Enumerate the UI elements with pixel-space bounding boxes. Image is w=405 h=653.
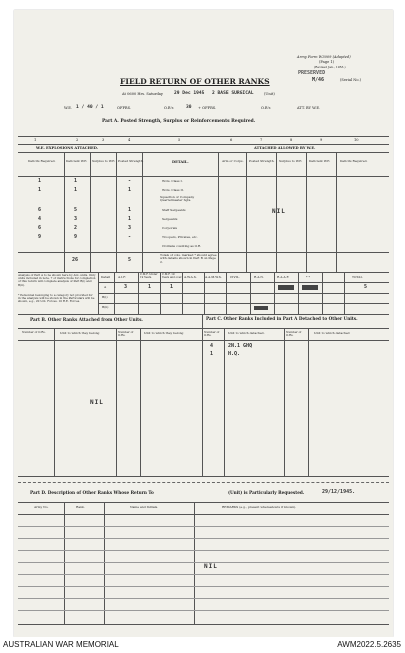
serial-number: M/46: [312, 77, 325, 83]
redaction-mark: [278, 285, 294, 290]
unit-stamp: PRESERVED: [298, 70, 326, 76]
rule: [18, 314, 389, 315]
offrs-label: OFFRS.: [117, 106, 132, 110]
rule: [18, 586, 389, 587]
left-header-3: Surplus to W.E.: [92, 159, 116, 163]
total-posted: 5: [128, 257, 132, 263]
analysis-header-awas: A.W.A.S.: [184, 275, 197, 279]
serial-label: (Serial No.): [340, 78, 362, 82]
part-d-title: Part D. Description of Other Ranks Whose Return To: [30, 490, 154, 495]
left-header-1: Deficits Required.: [28, 159, 56, 163]
part-c-number: 1: [210, 351, 214, 357]
row-posted: 1: [128, 216, 132, 222]
rule: [18, 476, 389, 477]
rule: [18, 598, 389, 599]
part-c-number: 4: [210, 343, 214, 349]
rule: [306, 152, 307, 272]
part-d-header-remarks: REMARKS (e.g., present whereabouts if known).: [222, 505, 297, 509]
col-number-7: 7: [260, 138, 263, 142]
detail-header: DETAIL.: [172, 160, 189, 164]
rule: [140, 328, 141, 476]
analysis-row-label: A: [104, 285, 107, 289]
row-deficits: 6: [38, 207, 42, 213]
rule: [98, 282, 389, 283]
part-c-unit: 2N.1 GHQ: [228, 343, 253, 349]
row-detail: Troopers, Privates, etc.: [162, 235, 198, 239]
part-d-header-rank: Rank.: [76, 505, 85, 509]
rule: [284, 328, 285, 476]
analysis-value-cmf-under: 1: [148, 284, 152, 290]
col-number-9: 9: [320, 138, 323, 142]
rule: [18, 152, 389, 153]
part-a-title: Part A. Posted Strength, Surplus or Reinforcements Required.: [102, 119, 256, 124]
unit-label: (Unit): [264, 92, 275, 96]
rule: [98, 303, 389, 304]
rule: [336, 152, 337, 272]
rule: [18, 624, 389, 625]
rule: [116, 152, 117, 272]
rule: [308, 328, 309, 476]
row-posted: -: [128, 234, 132, 240]
rule: [116, 328, 117, 476]
rule: [18, 526, 389, 527]
col-number-1: 1: [34, 138, 37, 142]
analysis-row-label: B(i): [102, 295, 108, 299]
we-values: 1 / 40 / 1: [76, 105, 104, 110]
attached-label: ATT. BY W.E.: [297, 106, 321, 110]
revision-note: (Revised Jan., 1953.): [314, 65, 346, 69]
part-b-nil: NIL: [90, 399, 104, 406]
rule: [18, 328, 389, 329]
row-detail: W.Os. Class II.: [162, 188, 184, 192]
rule: [18, 562, 389, 563]
form-title: FIELD RETURN OF OTHER RANKS: [120, 77, 270, 86]
rule: [18, 340, 389, 341]
ors-label: O.R's: [164, 106, 174, 110]
row-deficient: 5: [74, 207, 78, 213]
analysis-note: Analysis of Part A to be shown here by ALL units. Only units included in note. 7 of instructions for completion of this return will complete analysis of Part B(i) and B(ii).: [18, 273, 96, 287]
analysis-header-total: TOTAL: [352, 275, 363, 279]
part-d-date: 29/12/1945.: [322, 489, 356, 495]
part-d-header-army-no: Army No.: [34, 505, 49, 509]
row-deficient: 3: [74, 216, 78, 222]
part-c-header-2: Unit to which detached.: [228, 331, 265, 335]
left-header-2: Deficient W.E.: [66, 159, 88, 163]
row-deficits: 4: [38, 216, 42, 222]
redaction-mark: [254, 306, 268, 310]
col-number-5: 5: [178, 138, 181, 142]
part-b-header-4: Unit to which they belong: [144, 331, 184, 335]
page-reference: (Page 1): [319, 60, 335, 64]
rule: [18, 144, 389, 145]
analysis-value-cmf-over: 1: [170, 284, 174, 290]
part-d-nil: NIL: [204, 563, 218, 570]
col-number-6: 6: [230, 138, 233, 142]
rule: [18, 610, 389, 611]
totals-detail: Totals of cols. marked * should agree with details shown in Part B on Page 2.: [160, 253, 217, 264]
right-header-2: Posted Strength.: [249, 159, 275, 163]
left-header-4: Posted Strength.: [118, 159, 144, 163]
rule: [142, 152, 143, 272]
right-header-5: Deficits Required.: [340, 159, 368, 163]
rule: [54, 328, 55, 476]
row-detail: Squadron or Company Quartermaster Sgts.: [160, 195, 195, 203]
rule: [18, 502, 389, 503]
analysis-detail-header: Detail: [101, 275, 111, 279]
rule: [224, 328, 225, 476]
form-reference: Army Form W3009 (Adapted): [297, 55, 351, 59]
rule: [202, 314, 203, 476]
rule: [64, 152, 65, 272]
footer-institution: AUSTRALIAN WAR MEMORIAL: [3, 640, 119, 649]
part-c-title: Part C. Other Ranks Included in Part A Detached to Other Units.: [206, 316, 358, 321]
right-header-3: Surplus to W.E.: [279, 159, 303, 163]
analysis-header-cmf-under: C.M.F. Under 19 Years.: [140, 273, 158, 279]
part-c-unit: H.Q.: [228, 351, 241, 357]
row-deficient: 9: [74, 234, 78, 240]
row-posted: 1: [128, 207, 132, 213]
analysis-value-total: 5: [364, 284, 368, 290]
right-group-heading: ATTACHED ALLOWED BY W.E.: [254, 146, 316, 150]
ors-label-2: O.R's: [261, 106, 271, 110]
analysis-value-aif: 3: [124, 284, 128, 290]
col-number-3: 3: [102, 138, 105, 142]
total-deficient: 26: [72, 257, 79, 263]
rule: [18, 574, 389, 575]
at-label: At 0600 Hrs. Saturday: [122, 92, 163, 96]
rule: [18, 514, 389, 515]
rule: [18, 176, 389, 177]
rule: [246, 152, 247, 272]
col-number-8: 8: [290, 138, 293, 142]
ors-value: 30: [186, 105, 192, 110]
right-header-1: Arm or Corps.: [222, 159, 244, 163]
analysis-header-aif: A.I.F.: [118, 275, 126, 279]
part-b-header-2: Unit to which they belong: [60, 331, 100, 335]
form-sheet: [14, 10, 393, 637]
row-detail: Civilians counting as O.R.: [162, 244, 202, 248]
part-c-header-3: Number of O.Rs.: [286, 330, 302, 337]
offrs-label-2: + OFFRS.: [198, 106, 217, 110]
part-d-header-name: Name and Initials.: [130, 505, 159, 509]
return-date: 29 Dec 1945: [174, 91, 205, 96]
rule: [18, 550, 389, 551]
rule: [64, 502, 65, 624]
right-header-4: Deficient W.E.: [309, 159, 331, 163]
rule: [218, 152, 219, 272]
perforation: [18, 482, 389, 483]
row-deficient: 2: [74, 225, 78, 231]
part-d-unit-label: (Unit) is Particularly Requested.: [228, 490, 305, 495]
analysis-row-label: B(ii): [102, 305, 109, 309]
analysis-header-ran: R.A.N.: [254, 275, 264, 279]
row-detail: W.Os. Class I.: [162, 179, 183, 183]
rule: [194, 502, 195, 624]
part-b-header-3: Number of O.Rs.: [118, 330, 134, 337]
part-b-header-1: Number of O.Rs.: [22, 330, 46, 334]
rule: [90, 152, 91, 272]
row-posted: -: [128, 178, 132, 184]
col-number-10: 10: [354, 138, 359, 142]
row-detail: Sergeants: [162, 217, 178, 221]
row-posted: 3: [128, 225, 132, 231]
row-detail: Staff Sergeants: [162, 208, 186, 212]
part-c-header-1: Number of O.Rs.: [204, 330, 220, 337]
analysis-header-raaf: R.A.A.F.: [277, 275, 290, 279]
rule: [98, 293, 389, 294]
analysis-header-other: * *: [306, 275, 310, 279]
unit-name: 2 BASE SURGICAL: [212, 91, 254, 96]
rule: [18, 136, 389, 137]
row-posted: 1: [128, 187, 132, 193]
col-number-4: 4: [128, 138, 131, 142]
rule: [18, 538, 389, 539]
part-a-right-nil: NIL: [272, 208, 286, 215]
row-deficits: 9: [38, 234, 42, 240]
we-label: W.E.: [64, 106, 72, 110]
row-deficits: 1: [38, 178, 42, 184]
rule: [104, 502, 105, 624]
col-number-2: 2: [76, 138, 79, 142]
row-deficits: 1: [38, 187, 42, 193]
analysis-header-cmf-over: C.M.F. 19 Years and over.: [162, 273, 183, 279]
row-deficits: 6: [38, 225, 42, 231]
footer-bar: [0, 637, 405, 653]
row-detail: Corporals: [162, 226, 177, 230]
part-b-title: Part B. Other Ranks Attached from Other Units.: [30, 317, 143, 322]
footer-accession: AWM2022.5.2635: [337, 640, 401, 649]
analysis-header-aamws: A.A.M.W.S.: [205, 275, 222, 279]
row-deficient: 1: [74, 187, 78, 193]
row-deficient: 1: [74, 178, 78, 184]
part-c-header-4: Unit to which detached: [314, 331, 350, 335]
left-group-heading: W.E. EXPLOSIONS ATTACHED.: [36, 146, 99, 150]
analysis-header-civil: CIVIL.: [230, 275, 240, 279]
redaction-mark: [302, 285, 318, 290]
analysis-footnote: * Personnel belonging to a category not provided for in the analysis will be shown in the Particulars will be shown, e.g., 20 U.K. Forces. 10 R.E. Forces.: [18, 293, 95, 304]
